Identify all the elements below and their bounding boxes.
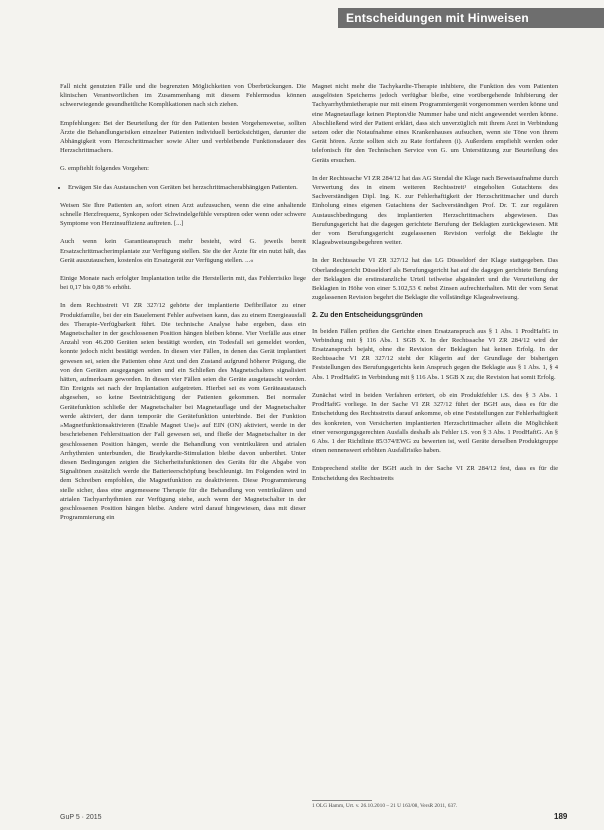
section-heading: 2. Zu den Entscheidungsgründen bbox=[312, 312, 423, 320]
journal-footer: GuP 5 · 2015 bbox=[60, 814, 102, 821]
footnote: 1 OLG Hamm, Urt. v. 26.10.2010 – 21 U 163/08, VersR 2011, 637. bbox=[312, 803, 458, 809]
page-number: 189 bbox=[554, 812, 568, 821]
list-item: • Erwägen Sie das Austauschen von Geräten bei herzschrittmacherabhängigen Patienten. bbox=[68, 183, 306, 192]
section-title: Entscheidungen mit Hinweisen bbox=[346, 11, 529, 25]
paragraph: In der Rechtssache VI ZR 284/12 hat das AG Stendal die Klage nach Beweisaufnahme durch Verwertung des in einem weiteren Rechtsstreit¹ eingeholten Gutachtens des Sachverständigen Dipl. Ing. K. zur Fehlerhaftigkeit der Herzschrittmacher und durch Einholung eines eigenen Gutachtens der Sachverständigen Prof. Dr. T. zur regulären Austauschbedingung des implantierten Herzschrittmachers abgewiesen. Das Berufungsgericht hat die dagegen gerichtete Berufung der Beklagten zurückgewiesen. Mit der vom Berufungsgericht zugelassenen Revision verfolgt die Beklagte ihr Klageabweisungsbegehren weiter. bbox=[312, 174, 558, 247]
paragraph: In der Rechtssache VI ZR 327/12 hat das LG Düsseldorf der Klage stattgegeben. Das Oberlandesgericht Düsseldorf als Berufungsgericht hat auf die dagegen gerichtete Berufung der Beklagten die erstinstanzliche Urteil teilweise abgeändert und die Verurteilung der Beklagten in Höhe von einer 5.102,53 € nebst Zinsen aufrechterhalten. Mit der vom Senat zugelassenen Revision begehrt die Beklagte die vollständige Klageabweisung. bbox=[312, 257, 558, 302]
paragraph: Magnet nicht mehr die Tachykardie-Therapie inhibiere, die Funktion des vom Patienten ausgelösten Speicherns jedoch verfügbar bleibe, eine vorübergehende Inhibierung der Tachyarrhythmietherapie nur mit einem Programmiergerät vorgenommen werden könne und eine Magnetauflage keinen Piepton/die Nummer habe und nicht angewendet werden könne. Abschließend wird der Patient erklärt, dass sich unverzüglich mit ihrem Arzt in Verbindung setzen oder die Notaufnahme eines Krankenhauses aufsuchen, wenn sie Töne von ihrem Gerät hören. Ärzte sollten sich zu Rate fortfahren (i). Außerdem empfiehlt werden oder telefonisch für den Technischen Service von G. um Unterstützung zur Beurteilung des Geräts ersuchen. bbox=[312, 83, 558, 164]
paragraph: Einige Monate nach erfolgter Implantation teilte die Herstellerin mit, das Fehlerrisiko liege bei 0,17 bis 0,88 % erhöht. bbox=[60, 275, 306, 292]
paragraph: Weisen Sie Ihre Patienten an, sofort einen Arzt aufzusuchen, wenn die eine anhaltende schnelle Herzfrequenz, Synkopen oder Schwindelgefühle verspüren oder wenn oder schwere Symptome von Herzinsuffizienz auftreten. [...] bbox=[60, 201, 306, 228]
paragraph: Empfehlungen: Bei der Beurteilung der für den Patienten besten Vorgehensweise, sollten Ärzte die Behandlungsrisiken einzelner Patienten individuell berücksichtigen, darunter die Abhängigkeit vom Herzschrittmacher sowie Alter und verbleibende Funktionsdauer des Herzschrittmachers. bbox=[60, 119, 306, 155]
footnote-divider bbox=[312, 800, 372, 801]
paragraph: Auch wenn kein Garantieanspruch mehr besteht, wird G. jeweils bereit Ersatzschrittmacherimplantate zur Verfügung stellen. Sie die der Ärzte für ein nutzt hält, das Gerät auszutauschen, kostenlos ein Ersatzgerät zur Verfügung stellen. ...« bbox=[60, 238, 306, 264]
paragraph: Entsprechend stellte der BGH auch in der Sache VI ZR 284/12 fest, dass es für die Entscheidung des Rechtsstreits bbox=[312, 465, 558, 482]
recommendation-list bbox=[60, 183, 306, 192]
paragraph: G. empfiehlt folgendes Vorgehen: bbox=[60, 165, 149, 173]
right-column bbox=[312, 82, 558, 492]
paragraph: Zunächst wird in beiden Verfahren erörtert, ob ein Produktfehler i.S. des § 3 Abs. 1 ProdHaftG vorliege. In der Sache VI ZR 327/12 führt der BGH aus, dass es für die Entscheidung des Rechtsstreits darauf ankomme, ob eine Feststellungen zur Fehlerhaftigkeit des konkreten, von Versicherten implantierten Herzschrittmacher allein die Möglichkeit einer versorgungsgerechten Ausfalls deshalb als Fehler i.S. von § 3 Abs. 1 ProdHaftG. An § 6 Abs. 1 der Richtlinie 85/374/EWG zu bewerten ist, weil Geräte derselben Produktgruppe einen nennenswert erhöhten Ausfallrisiko haben. bbox=[312, 391, 558, 455]
paragraph: Fall nicht genutzten Fälle und die begrenzten Möglichkeiten von Überbrückungen. Die klinischen Verantwortlichen im Zusammenhang mit diesem Fehlermodus können schwerwiegende gesundheitliche Komplikationen nach sich ziehen. bbox=[60, 83, 306, 109]
section-header bbox=[338, 8, 604, 28]
left-column bbox=[60, 82, 306, 531]
paragraph: In dem Rechtsstreit VI ZR 327/12 gehörte der implantierte Defibrillator zu einer Produktfamilie, bei der ein Bauelement Fehler aufweisen kann, das zu einem Energieausfall des Therapie-Verfügbarkeit führt. Die technische Analyse habe ergeben, dass ein Magnetschalter in der geschlossenen Position hängen bleiben könne. Vier Vorfälle aus einer Anzahl von 46.200 Geräten seien bestätigt worden, ein Todesfall sei gemeldet worden, konnte jedoch nicht bestätigt werden. In diesen vier Fällen, in denen das Gerät implantiert gewesen sei, seien die Patienten ohne Arzt und den Zustand aufgrund höherer Prägung, die von den Geräten ausgegangen seien und ein Schließen des Magnetschalters signalisiert hätten, aufmerksam geworden. In diesen vier Fällen seien die Geräte ausgetauscht worden. Ein Ereignis sei nach der Implantation aufgetreten. Hierbei sei es vom Geräteaustausch abgesehen, so keine Beeinträchtigung der Patienten gekommen. Bei normaler Gerätefunktion schließe der Magnetschalter bei Magnetauflage und der Magnetschalter werde aktiviert, der dann temporär die Gerätefunktion unterbinde. Bei der Funktion »Magnetfunktionsaktivieren (Enable Magnet Use)« auf EIN (ON) aktiviert, werde in der beschriebenen Fehlersituation der Fall gewesen sei, und fließe der Magnetschalter in der geschlossenen Position hängen, werde die Behandlung von ventrikulären und atrialen Arrhythmien unterbunden, die Bradykardie-Stimulation bleibe davon unberührt. Unter diesen Bedingungen zeigten die Sicherheitsfunktionen des Geräts für die Abgabe von Signaltönen zusätzlich werde die Batterieerschöpfung beschleunigt. Im Folgenden wird in dem Schreiben empfohlen, die Magnetfunktion zu deaktivieren. Diese Programmierung stelle sicher, dass eine angemessene Therapie für die Behandlung von ventrikulären und atrialen Tachyarrhythmien zur Verfügung stehe, auch wenn der Magnetschalter in der geschlossenen Position hängen bleibe. Andere wird darauf hingewiesen, dass mit dieser Programmierung ein bbox=[60, 302, 306, 522]
paragraph: In beiden Fällen prüften die Gerichte einen Ersatzanspruch aus § 1 Abs. 1 ProdHaftG in Verbindung mit § 116 Abs. 1 SGB X. In der Rechtssache VI ZR 284/12 wird der Ersatzanspruch bejaht, ohne die Revision der Beklagten hat keinen Erfolg. In der Rechtssache VI ZR 327/12 steht der Klägerin auf der Grundlage der bisherigen Feststellungen des Berufungsgerichts kein Anspruch gegen die Beklagte aus § 1 Abs. 1, § 4 Abs. 1 ProdHaftG in Verbindung mit § 116 Abs. 1 SGB X zu; die Revision hat somit Erfolg. bbox=[312, 327, 558, 381]
